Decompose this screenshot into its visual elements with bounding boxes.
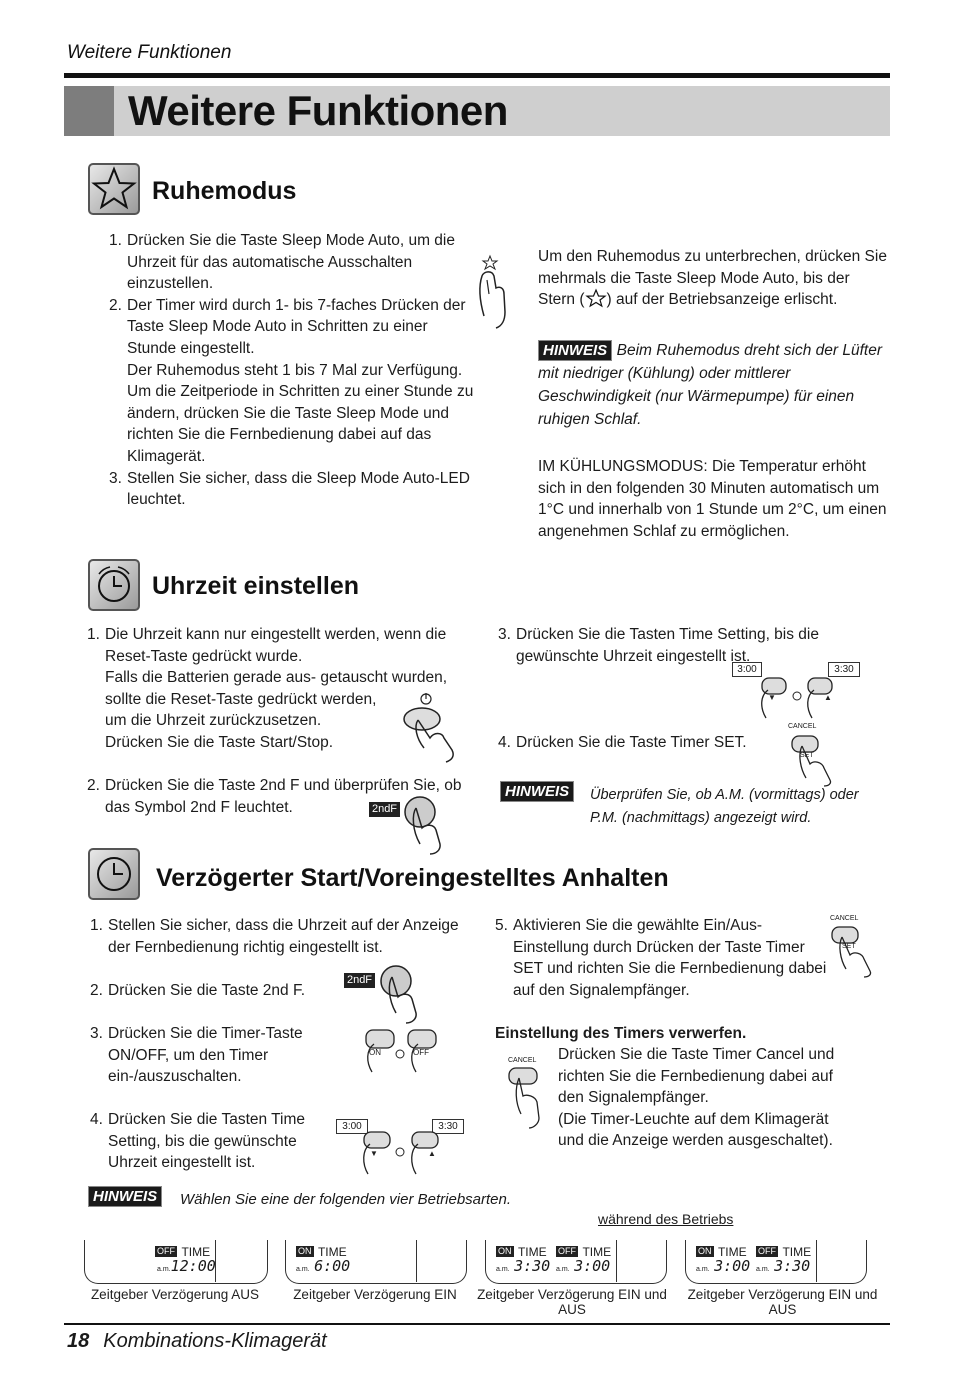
ruhemodus-interrupt-text: Um den Ruhemodus zu unterbrechen, drücken Sie mehrmals die Taste Sleep Mode Auto, bis der Stern ( ) auf der Betriebsanzeige erlischt. xyxy=(538,248,887,309)
off-label: OFF xyxy=(413,1048,429,1057)
cancel-text: Drücken Sie die Taste Timer Cancel und richten Sie die Fernbedienung dabei auf den Signalempfänger. (Die Timer-Leuchte auf dem Klimagerät und die Anzeige werden ausgeschaltet). xyxy=(558,1046,835,1150)
time-display-right: 3:30 xyxy=(828,662,860,677)
time-value: 3:00 xyxy=(574,1257,611,1275)
lcd-display: OFF TIME a.m.12:00 xyxy=(84,1240,268,1284)
page-number: 18 xyxy=(67,1330,90,1352)
display-caption: Zeitgeber Verzögerung EIN und AUS xyxy=(477,1287,667,1317)
time-display-right: 3:30 xyxy=(432,1119,464,1134)
running-head: Weitere Funktionen xyxy=(67,42,232,63)
sleep-star-icon xyxy=(88,163,140,215)
cancel-label: CANCEL xyxy=(788,723,817,730)
ruhemodus-steps xyxy=(109,230,479,511)
bottom-rule xyxy=(64,1323,890,1325)
cooling-mode-text: IM KÜHLUNGSMODUS: Die Temperatur erhöht sich in den folgenden 30 Minuten automatisch um 1°C und innerhalb von 1 Stunde um 2°C, um einen angenehmen Schlaf zu ermöglichen. xyxy=(538,458,887,540)
second-f-label: 2ndF xyxy=(369,802,400,817)
uhrzeit-step-2: 2. Drücken Sie die Taste 2nd F und überprüfen Sie, ob das Symbol 2nd F leuchtet. xyxy=(87,777,462,816)
time-value: 3:00 xyxy=(714,1257,751,1275)
note-text: Wählen Sie eine der folgenden vier Betriebsarten. xyxy=(180,1191,512,1208)
timer-clock-icon xyxy=(88,848,140,900)
time-value: 12:00 xyxy=(170,1257,216,1275)
top-rule xyxy=(64,73,890,78)
verz-step-1: 1. Stellen Sie sicher, dass die Uhrzeit auf der Anzeige der Fernbedienung richtig eingestellt ist. xyxy=(90,917,459,956)
set-label: SET xyxy=(842,943,856,950)
svg-text:▼: ▼ xyxy=(370,1149,378,1158)
uhrzeit-step-4: 4. Drücken Sie die Taste Timer SET. xyxy=(498,734,747,751)
time-setting-buttons-icon xyxy=(350,1128,450,1178)
verz-note-badge xyxy=(88,1186,162,1207)
on-label: ON xyxy=(369,1048,381,1057)
product-name: Kombinations-Klimagerät xyxy=(103,1330,327,1352)
display-caption: Zeitgeber Verzögerung EIN xyxy=(293,1287,457,1302)
second-f-label: 2ndF xyxy=(344,973,375,988)
uhrzeit-step-3: 3. Drücken Sie die Tasten Time Setting, bis die gewünschte Uhrzeit eingestellt ist. xyxy=(498,626,819,665)
time-setting-buttons-icon xyxy=(748,672,848,722)
tag: ON xyxy=(298,1246,312,1257)
verz-step-4: 4. Drücken Sie die Tasten Time Setting, bis die gewünschte Uhrzeit eingestellt ist. xyxy=(90,1111,306,1172)
verz-step-2: 2. Drücken Sie die Taste 2nd F. xyxy=(90,982,306,999)
tag: ON xyxy=(698,1246,712,1257)
note-badge: HINWEIS xyxy=(500,781,574,802)
cancel-label: CANCEL xyxy=(830,915,859,922)
section-title-ruhemodus: Ruhemodus xyxy=(152,177,297,205)
page-title: Weitere Funktionen xyxy=(128,87,508,134)
page-footer xyxy=(67,1330,327,1353)
svg-text:▲: ▲ xyxy=(824,693,832,702)
section-title-verzoegert: Verzögerter Start/Voreingestelltes Anhalten xyxy=(156,864,669,892)
tag: OFF xyxy=(558,1246,576,1257)
note-badge: HINWEIS xyxy=(88,1186,162,1207)
cancel-label: CANCEL xyxy=(508,1057,537,1064)
timer-cancel-button-icon xyxy=(505,1066,545,1128)
note-badge: HINWEIS xyxy=(538,340,612,361)
list-item: 3. Stellen Sie sicher, dass die Sleep Mode Auto-LED leuchtet. xyxy=(109,469,470,509)
hand-press-sleep-icon xyxy=(474,254,510,330)
tag: OFF xyxy=(157,1246,175,1257)
section-title-uhrzeit: Uhrzeit einstellen xyxy=(152,572,359,600)
second-f-button-icon xyxy=(376,963,426,1023)
during-operation-label: während des Betriebs xyxy=(598,1211,734,1227)
cancel-heading: Einstellung des Timers verwerfen. xyxy=(495,1025,747,1042)
title-accent-block xyxy=(64,86,114,136)
note-text: Beim Ruhemodus dreht sich der Lüfter mit niedriger (Kühlung) oder mittlerer Geschwindigkeit (nur Wärmepumpe) für einen ruhigen Schlaf. xyxy=(538,342,882,428)
lcd-display: ON TIME a.m. 3:00 OFF TIME a.m. 3:30 xyxy=(685,1240,867,1284)
display-caption: Zeitgeber Verzögerung AUS xyxy=(90,1287,260,1302)
time-display-left: 3:00 xyxy=(732,662,762,677)
ruhemodus-note xyxy=(538,339,888,431)
verz-step-5: 5. Aktivieren Sie die gewählte Ein/Aus-Einstellung durch Drücken der Taste Timer SET und richten Sie die Fernbedienung dabei auf den Signalempfänger. xyxy=(495,917,827,999)
tag: OFF xyxy=(758,1246,776,1257)
svg-text:▲: ▲ xyxy=(428,1149,436,1158)
lcd-display: ON TIME a.m. 6:00 xyxy=(285,1240,467,1284)
time-value: 3:30 xyxy=(514,1257,551,1275)
set-label: SET xyxy=(800,752,814,759)
timer-set-button-icon xyxy=(788,734,848,786)
note-text: Überprüfen Sie, ob A.M. (vormittags) oder P.M. (nachmittags) angezeigt wird. xyxy=(590,787,859,826)
display-caption: Zeitgeber Verzögerung EIN und AUS xyxy=(687,1287,878,1317)
star-icon xyxy=(585,289,607,307)
svg-text:▼: ▼ xyxy=(768,693,776,702)
list-item: 2. Der Timer wird durch 1- bis 7-faches Drücken der Taste Sleep Mode Auto in Schritten zu einer Stunde eingestellt. Der Ruhemodus steht 1 bis 7 Mal zur Verfügung. Um die Zeitperiode in Schritten zu einer Stunde zu ändern, drücken Sie die Taste Sleep Mode und richten Sie die Fernbedienung dabei auf das Klimagerät. xyxy=(109,296,474,465)
second-f-button-icon xyxy=(400,794,450,854)
start-stop-button-icon xyxy=(400,690,462,762)
lcd-display: ON TIME a.m. 3:30 OFF TIME a.m. 3:00 xyxy=(485,1240,667,1284)
tag: ON xyxy=(498,1246,512,1257)
clock-icon xyxy=(88,559,140,611)
time-value: 3:30 xyxy=(774,1257,811,1275)
uhrzeit-step-1: 1. Die Uhrzeit kann nur eingestellt werden, wenn die Reset-Taste gedrückt wurde. Falls die Batterien gerade aus- getauscht wurden, sollte die Reset-Taste gedrückt werden, um die Uhrzeit zurückzusetzen. Drücken Sie die Taste Start/Stop. xyxy=(87,626,448,751)
time-value: 6:00 xyxy=(314,1257,351,1275)
verz-step-3: 3. Drücken Sie die Timer-Taste ON/OFF, um den Timer ein-/auszuschalten. xyxy=(90,1025,303,1086)
timer-set-button-icon xyxy=(828,925,888,977)
time-display-left: 3:00 xyxy=(336,1119,368,1134)
list-item: 1. Drücken Sie die Taste Sleep Mode Auto, um die Uhrzeit für das automatische Ausschalten einzustellen. xyxy=(109,232,455,293)
